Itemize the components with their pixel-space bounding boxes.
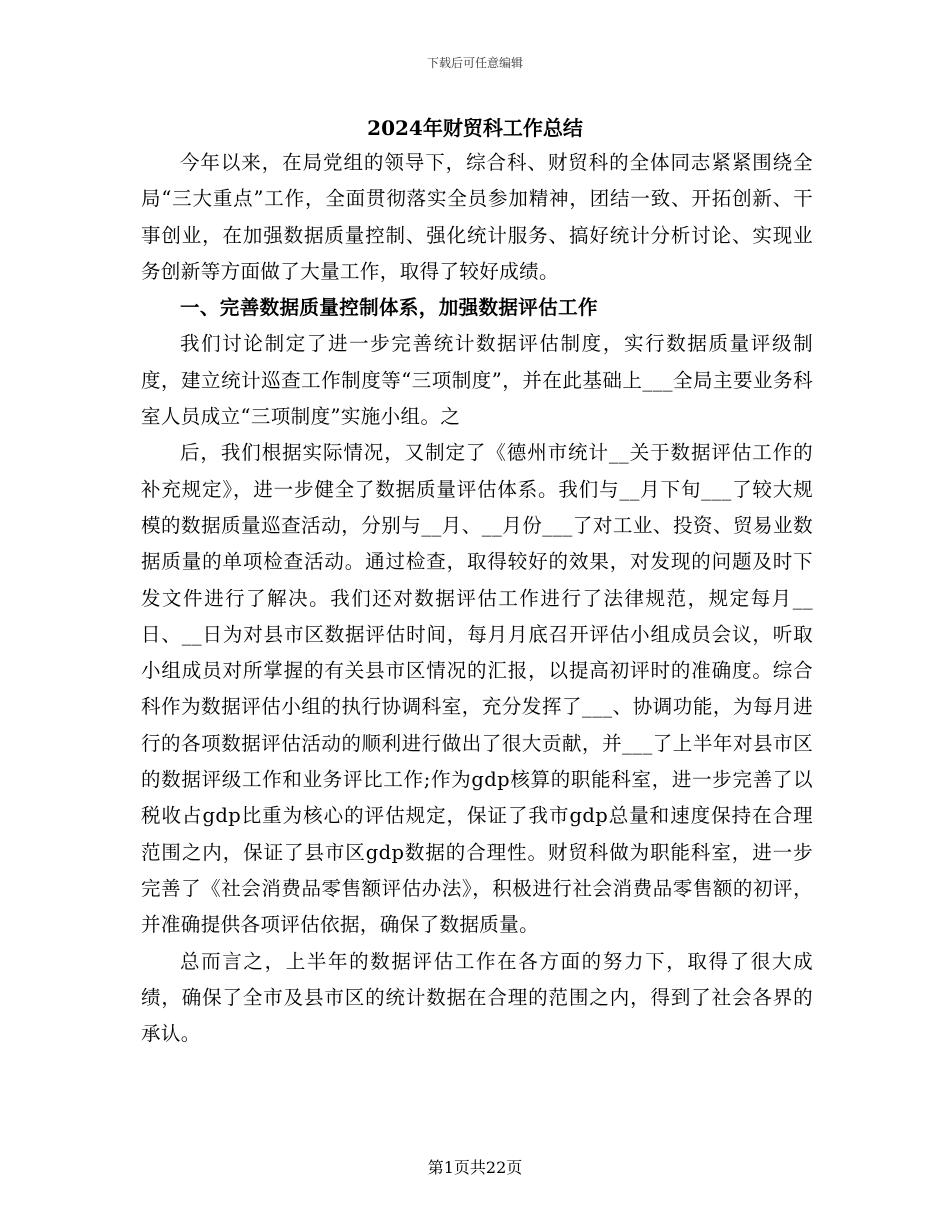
paragraph-intro: 今年以来，在局党组的领导下，综合科、财贸科的全体同志紧紧围绕全局“三大重点”工作，全面贯彻落实全员参加精神，团结一致、开拓创新、干事创业，在加强数据质量控制、强化统计服务、搞好统计分析讨论、实现业务创新等方面做了大量工作，取得了较好成绩。 bbox=[141, 151, 813, 283]
section-heading: 一、完善数据质量控制体系，加强数据评估工作 bbox=[180, 296, 598, 320]
header-note: 下载后可任意编辑 bbox=[426, 56, 523, 70]
paragraph: 我们讨论制定了进一步完善统计数据评估制度，实行数据质量评级制度，建立统计巡查工作制度等“三项制度”，并在此基础上___全局主要业务科室人员成立“三项制度”实施小组。之 bbox=[141, 332, 813, 429]
document-body bbox=[141, 145, 813, 1052]
paragraph: 后，我们根据实际情况，又制定了《德州市统计__关于数据评估工作的补充规定》，进一步健全了数据质量评估体系。我们与__月下旬___了较大规模的数据质量巡查活动，分别与__月、__月份___了对工业、投资、贸易业数据质量的单项检查活动。通过检查，取得较好的效果，对发现的问题及时下发文件进行了解决。我们还对数据评估工作进行了法律规范，规定每月__日、__日为对县市区数据评估时间，每月月底召开评估小组成员会议，听取小组成员对所掌握的有关县市区情况的汇报，以提高初评时的准确度。综合科作为数据评估小组的执行协调科室，充分发挥了___、协调功能，为每月进行的各项数据评估活动的顺利进行做出了很大贡献，并___了上半年对县市区的数据评级工作和业务评比工作;作为gdp核算的职能科室，进一步完善了以税收占gdp比重为核心的评估规定，保证了我市gdp总量和速度保持在合理范围之内，保证了县市区gdp数据的合理性。财贸科做为职能科室，进一步完善了《社会消费品零售额评估办法》，积极进行社会消费品零售额的初评，并准确提供各项评估依据，确保了数据质量。 bbox=[141, 441, 813, 937]
document-title: 2024年财贸科工作总结 bbox=[367, 116, 583, 140]
paragraph-summary: 总而言之，上半年的数据评估工作在各方面的努力下，取得了很大成绩，确保了全市及县市区的统计数据在合理的范围之内，得到了社会各界的承认。 bbox=[141, 949, 813, 1046]
page-number: 第1页共22页 bbox=[427, 1158, 523, 1177]
